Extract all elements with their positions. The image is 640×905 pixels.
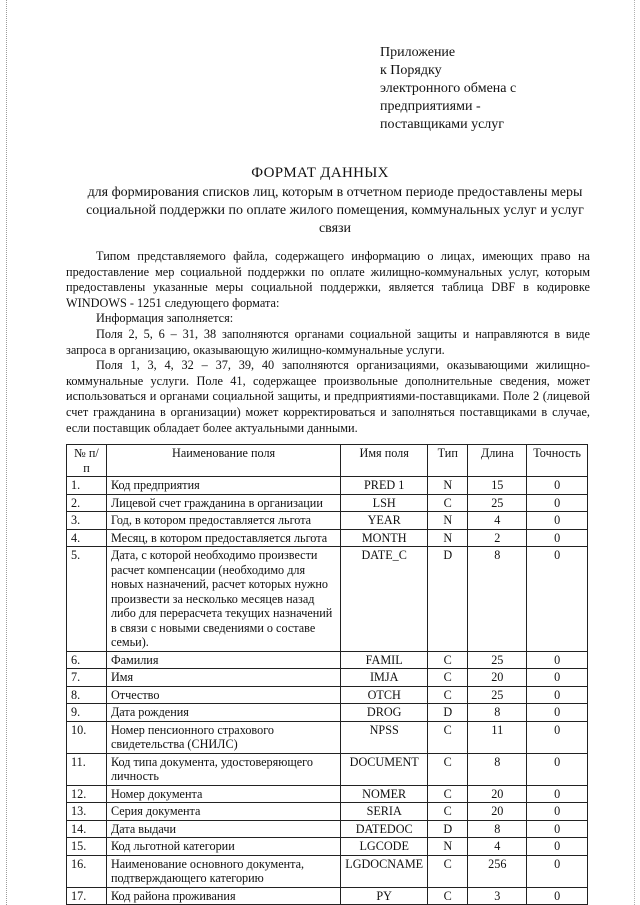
header-name: Наименование поля: [106, 445, 340, 477]
field-precision: 0: [527, 547, 588, 652]
body-paragraph: Поля 1, 3, 4, 32 – 37, 39, 40 заполняются организациями, оказывающими жилищно-коммунальные услуги. Поле 41, содержащее произвольные дополнительные сведения, может использоваться и органами социальной защиты, и предприятиями-поставщиками. Поле 2 (лицевой счет гражданина в организации) может корректироваться и заполняться поставщиками в случае, если поставщик обладает более актуальными данными.: [66, 358, 590, 435]
table-row: [67, 820, 588, 838]
format-table: [66, 444, 588, 905]
field-name: SERIA: [341, 803, 428, 821]
table-row: [67, 494, 588, 512]
table-row: [67, 547, 588, 652]
header-field: Имя поля: [341, 445, 428, 477]
field-description: Наименование основного документа, подтверждающего категорию: [106, 855, 340, 887]
field-precision: 0: [527, 838, 588, 856]
field-type: N: [428, 529, 468, 547]
field-precision: 0: [527, 887, 588, 905]
field-description: Код района проживания: [106, 887, 340, 905]
field-type: C: [428, 803, 468, 821]
field-type: N: [428, 477, 468, 495]
appendix-line: электронного обмена с: [380, 81, 517, 96]
table-row: [67, 529, 588, 547]
table-row: [67, 753, 588, 785]
scan-edge-right: [634, 0, 636, 905]
row-number: 17.: [67, 887, 107, 905]
row-number: 1.: [67, 477, 107, 495]
field-precision: 0: [527, 529, 588, 547]
field-length: 15: [468, 477, 527, 495]
field-type: C: [428, 721, 468, 753]
scan-edge-left: [6, 0, 8, 905]
field-name: PY: [341, 887, 428, 905]
table-row: [67, 669, 588, 687]
appendix-line: Приложение: [380, 45, 456, 60]
table-header-row: [67, 445, 588, 477]
field-description: Месяц, в котором предоставляется льгота: [106, 529, 340, 547]
field-length: 25: [468, 651, 527, 669]
field-precision: 0: [527, 820, 588, 838]
field-type: C: [428, 494, 468, 512]
field-description: Имя: [106, 669, 340, 687]
body-paragraph: Поля 2, 5, 6 – 31, 38 заполняются органами социальной защиты и направляются в виде запроса в организацию, оказывающую жилищно-коммунальные услуги.: [66, 326, 590, 357]
field-length: 11: [468, 721, 527, 753]
field-description: Номер документа: [106, 785, 340, 803]
appendix-line: к Порядку: [380, 63, 442, 78]
table-row: [67, 838, 588, 856]
field-description: Фамилия: [106, 651, 340, 669]
table-row: [67, 704, 588, 722]
field-name: DROG: [341, 704, 428, 722]
row-number: 6.: [67, 651, 107, 669]
row-number: 2.: [67, 494, 107, 512]
field-description: Номер пенсионного страхового свидетельства (СНИЛС): [106, 721, 340, 753]
row-number: 8.: [67, 686, 107, 704]
field-length: 8: [468, 704, 527, 722]
field-name: NOMER: [341, 785, 428, 803]
field-precision: 0: [527, 721, 588, 753]
table-row: [67, 785, 588, 803]
field-name: YEAR: [341, 512, 428, 530]
field-precision: 0: [527, 512, 588, 530]
body-paragraph: Типом представляемого файла, содержащего информацию о лицах, имеющих право на предоставление мер социальной поддержки по оплате жилищно-коммунальных услуг, которым предоставлены указанные меры социальной поддержки, является таблица DBF в кодировке WINDOWS - 1251 следующего формата:: [66, 249, 590, 310]
field-name: NPSS: [341, 721, 428, 753]
appendix-note: [380, 44, 610, 134]
field-type: N: [428, 838, 468, 856]
table-row: [67, 477, 588, 495]
field-description: Год, в котором предоставляется льгота: [106, 512, 340, 530]
field-type: D: [428, 820, 468, 838]
document-title: ФОРМАТ ДАННЫХ: [251, 165, 389, 181]
field-precision: 0: [527, 855, 588, 887]
field-length: 20: [468, 785, 527, 803]
field-name: LGDOCNAME: [341, 855, 428, 887]
field-length: 4: [468, 838, 527, 856]
field-name: PRED 1: [341, 477, 428, 495]
table-row: [67, 721, 588, 753]
table-body: [67, 477, 588, 905]
field-type: C: [428, 785, 468, 803]
appendix-line: предприятиями -: [380, 99, 481, 114]
table-row: [67, 855, 588, 887]
body-text: [66, 249, 590, 436]
row-number: 15.: [67, 838, 107, 856]
field-description: Код типа документа, удостоверяющего личность: [106, 753, 340, 785]
field-type: C: [428, 651, 468, 669]
field-length: 20: [468, 669, 527, 687]
field-description: Отчество: [106, 686, 340, 704]
field-precision: 0: [527, 477, 588, 495]
field-name: DATEDOC: [341, 820, 428, 838]
table-row: [67, 803, 588, 821]
field-precision: 0: [527, 785, 588, 803]
table-row: [67, 512, 588, 530]
field-type: C: [428, 686, 468, 704]
field-length: 25: [468, 686, 527, 704]
row-number: 12.: [67, 785, 107, 803]
field-description: Код льготной категории: [106, 838, 340, 856]
body-paragraph: Информация заполняется:: [96, 311, 234, 326]
field-name: LSH: [341, 494, 428, 512]
row-number: 16.: [67, 855, 107, 887]
row-number: 11.: [67, 753, 107, 785]
field-name: OTCH: [341, 686, 428, 704]
field-length: 25: [468, 494, 527, 512]
field-type: C: [428, 887, 468, 905]
row-number: 5.: [67, 547, 107, 652]
field-description: Дата рождения: [106, 704, 340, 722]
table-row: [67, 887, 588, 905]
field-length: 4: [468, 512, 527, 530]
field-name: FAMIL: [341, 651, 428, 669]
header-type: Тип: [428, 445, 468, 477]
field-type: C: [428, 753, 468, 785]
field-name: MONTH: [341, 529, 428, 547]
field-precision: 0: [527, 704, 588, 722]
field-precision: 0: [527, 494, 588, 512]
row-number: 10.: [67, 721, 107, 753]
field-name: DATE_C: [341, 547, 428, 652]
field-name: DOCUMENT: [341, 753, 428, 785]
table-row: [67, 686, 588, 704]
field-description: Лицевой счет гражданина в организации: [106, 494, 340, 512]
field-precision: 0: [527, 686, 588, 704]
field-precision: 0: [527, 651, 588, 669]
header-length: Длина: [468, 445, 527, 477]
field-length: 2: [468, 529, 527, 547]
row-number: 9.: [67, 704, 107, 722]
field-precision: 0: [527, 753, 588, 785]
document-subtitle: для формирования списков лиц, которым в отчетном периоде предоставлены меры социальной поддержки по оплате жилого помещения, коммунальных услуг и услуг связи: [86, 185, 584, 236]
field-description: Код предприятия: [106, 477, 340, 495]
appendix-line: поставщиками услуг: [380, 117, 505, 132]
field-description: Серия документа: [106, 803, 340, 821]
row-number: 7.: [67, 669, 107, 687]
row-number: 3.: [67, 512, 107, 530]
field-length: 8: [468, 753, 527, 785]
field-type: N: [428, 512, 468, 530]
field-type: D: [428, 547, 468, 652]
row-number: 4.: [67, 529, 107, 547]
field-type: C: [428, 669, 468, 687]
field-precision: 0: [527, 669, 588, 687]
field-length: 20: [468, 803, 527, 821]
row-number: 13.: [67, 803, 107, 821]
field-name: IMJA: [341, 669, 428, 687]
field-name: LGCODE: [341, 838, 428, 856]
field-type: C: [428, 855, 468, 887]
field-length: 3: [468, 887, 527, 905]
field-length: 256: [468, 855, 527, 887]
header-precision: Точность: [527, 445, 588, 477]
field-type: D: [428, 704, 468, 722]
field-length: 8: [468, 820, 527, 838]
field-length: 8: [468, 547, 527, 652]
field-description: Дата выдачи: [106, 820, 340, 838]
field-precision: 0: [527, 803, 588, 821]
row-number: 14.: [67, 820, 107, 838]
field-description: Дата, с которой необходимо произвести расчет компенсации (необходимо для новых назначений, расчет которых нужно произвести за несколько месяцев назад либо для перерасчета текущих назначений в связи с новыми сведениями о составе семьи).: [106, 547, 340, 652]
table-row: [67, 651, 588, 669]
header-num: № п/п: [67, 445, 107, 477]
